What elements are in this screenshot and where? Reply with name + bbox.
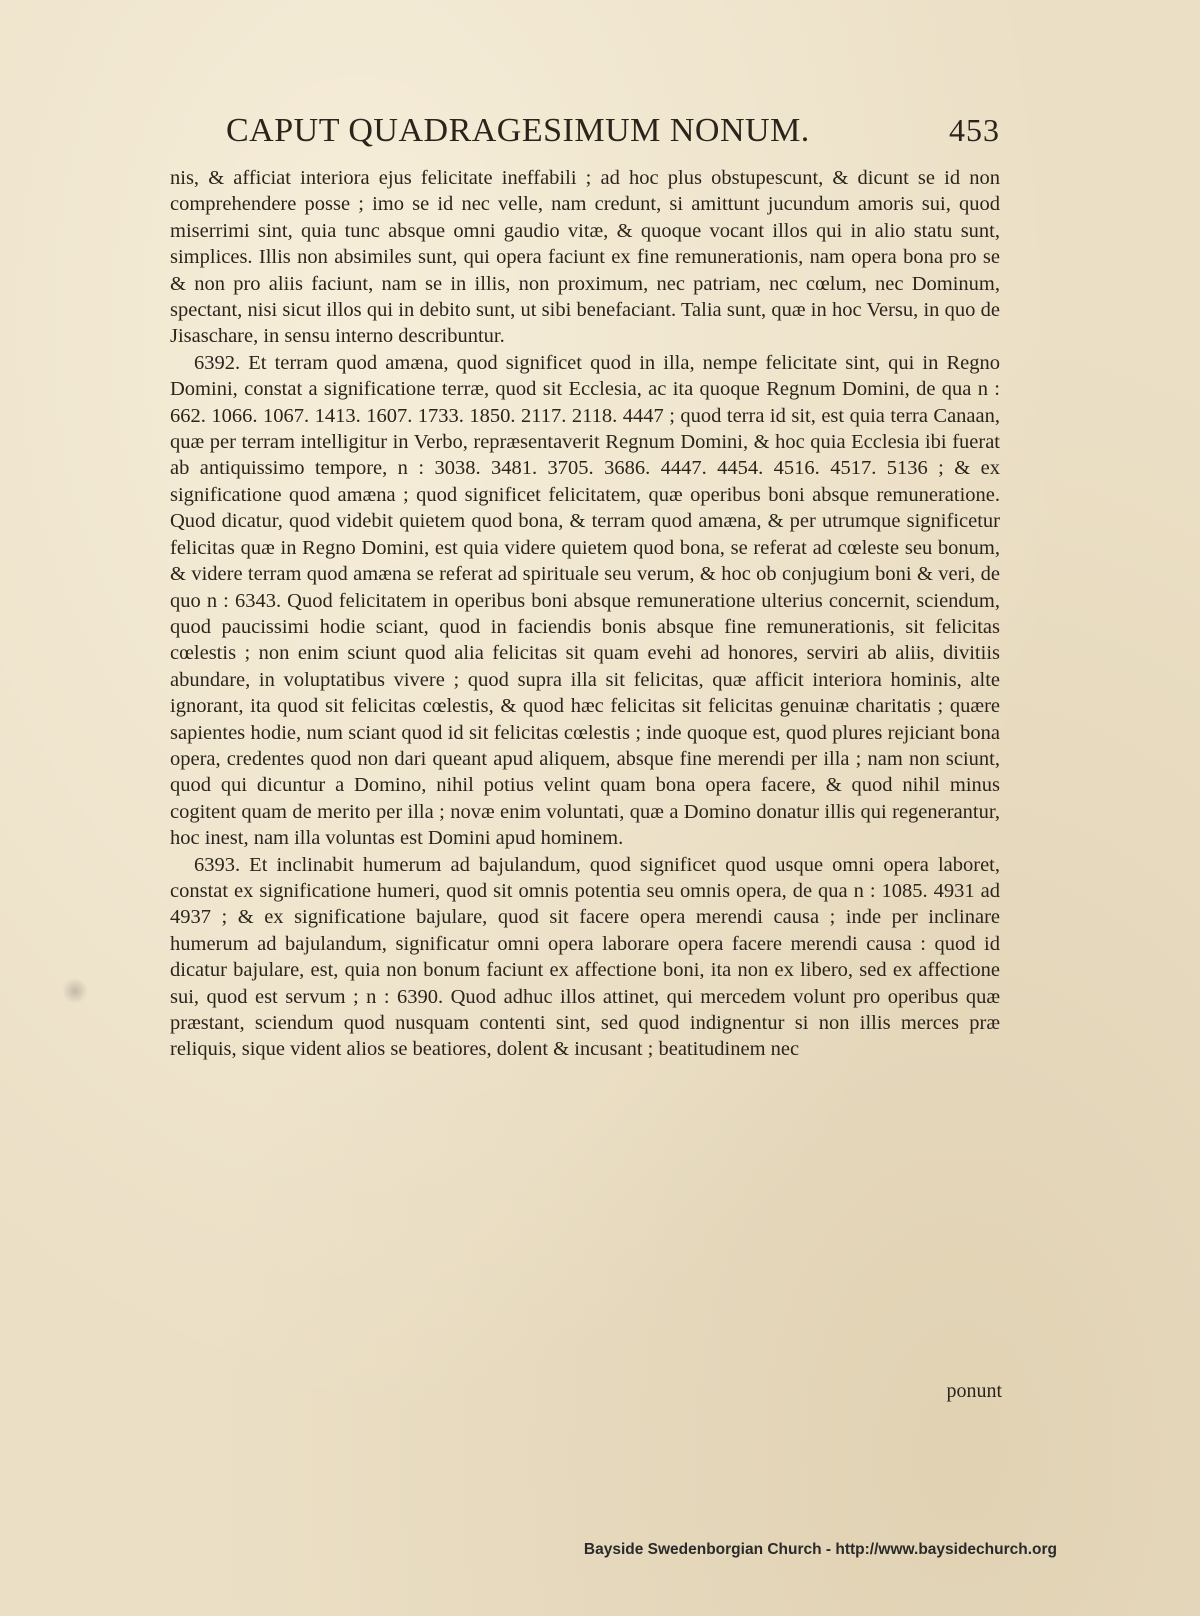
chapter-title: CAPUT QUADRAGESIMUM NONUM.	[226, 112, 810, 149]
running-header	[170, 112, 1000, 150]
paragraph-6393: 6393. Et inclinabit humerum ad bajulandum, quod significet quod usque omni opera laboret, constat ex significatione humeri, quod sit omnis potentia seu omnis opera, de qua n : 1085. 4931 ad 4937 ; & ex significatione bajulare, quod sit facere opera merendi causa ; inde per inclinare humerum ad bajulandum, significatur omni opera laborare opera facere merendi causa : quod id dicatur bajulare, est, quia non bonum faciunt ex affectione boni, ita non ex libero, sed ex affectione sui, quod est servum ; n : 6390. Quod adhuc illos attinet, qui mercedem volunt pro operibus quæ præstant, sciendum quod nusquam contenti sint, sed quod indignentur si non illis merces præ reliquis, sique vident alios se beatiores, dolent & incusant ; beatitudinem nec	[170, 853, 1000, 1061]
paper-stain	[62, 978, 88, 1004]
page-number: 453	[949, 112, 1000, 148]
paragraph-continuation: nis, & afficiat interiora ejus felicitate ineffabili ; ad hoc plus obstupescunt, & dicunt se id non comprehendere posse ; imo se id nec velle, nam credunt, si amittunt jucundum amoris sui, quod miserrimi sint, quia tunc absque omni gaudio vitæ, & quoque vocant illos qui in alio statu sunt, simplices. Illis non absimiles sunt, qui opera faciunt ex fine remunerationis, nam opera bona pro se & non pro aliis faciunt, nam se in illis, non proximum, nec patriam, nec cœlum, nec Dominum, spectant, nisi sicut illos qui in debito sunt, ut sibi benefaciant. Talia sunt, quæ in hoc Versu, in quo de Jisaschare, in sensu interno describuntur.	[170, 167, 1000, 348]
paragraph-6392: 6392. Et terram quod amæna, quod significet quod in illa, nempe felicitate sint, qui in Regno Domini, constat a significatione terræ, quod sit Ecclesia, ac ita quoque Regnum Domini, de qua n : 662. 1066. 1067. 1413. 1607. 1733. 1850. 2117. 2118. 4447 ; quod terra id sit, est quia terra Canaan, quæ per terram intelligitur in Verbo, repræsentaverit Regnum Domini, & hoc quia Ecclesia ibi fuerat ab antiquissimo tempore, n : 3038. 3481. 3705. 3686. 4447. 4454. 4516. 4517. 5136 ; & ex significatione quod amæna ; quod significet felicitatem, quæ operibus boni absque remuneratione. Quod dicatur, quod videbit quietem quod bona, & terram quod amæna, & per utrumque significetur felicitas quæ in Regno Domini, est quia videre quietem quod bona, se referat ad cœleste seu bonum, & videre terram quod amæna se referat ad spirituale seu verum, & hoc ob conjugium boni & veri, de quo n : 6343. Quod felicitatem in operibus boni absque remuneratione ulterius concernit, sciendum, quod paucissimi hodie sciant, quod in faciendis bonis absque fine remunerationis, sit felicitas cœlestis ; non enim sciunt quod alia felicitas sit quam evehi ad honores, serviri ab aliis, divitiis abundare, in voluptatibus vivere ; quod supra illa sit felicitas, quæ afficit interiora hominis, alte ignorant, ita quod sit felicitas cœlestis, & quod hæc felicitas sit felicitas genuinæ charitatis ; quære sapientes hodie, num sciant quod id sit felicitas cœlestis ; inde quoque est, quod plures rejiciant bona opera, credentes quod non dari queant apud aliquem, absque fine merendi per illa ; nam non sciunt, quod qui dicuntur a Domino, nihil potius velint quam bona opera facere, & quod nihil minus cogitent quam de merito per illa ; novæ enim voluntati, quæ a Domino donatur illis qui regenerantur, hoc inest, nam illa voluntas est Domini apud hominem.	[170, 351, 1000, 850]
catchword: ponunt	[946, 1380, 1002, 1402]
body-text	[170, 165, 1000, 1063]
footer-credit: Bayside Swedenborgian Church - http://www.baysidechurch.org	[583, 1541, 1057, 1558]
